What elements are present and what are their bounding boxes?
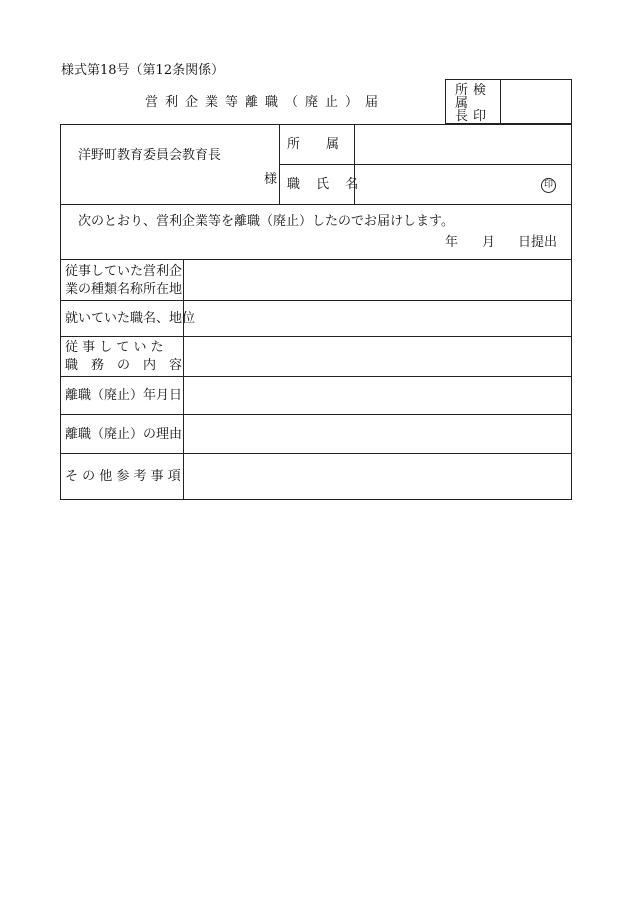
job-name-label: 職 氏 名 xyxy=(287,177,365,192)
stamp-box-divider xyxy=(500,79,501,124)
row-label-company-line1: 従事していた営利企 xyxy=(65,264,183,279)
row-label-reason: 離職（廃止）の理由 xyxy=(65,427,183,442)
row-label-company-line2: 業の種類名称所在地 xyxy=(65,282,183,297)
form-number: 様式第18号（第12条関係） xyxy=(61,63,225,78)
recipient-name: 洋野町教育委員会教育長 xyxy=(78,148,222,163)
row-label-duties-line1: 従 事 し て い た xyxy=(65,340,164,355)
row-label-duties-line2: 職 務 の 内 容 xyxy=(65,358,183,373)
stamp-label-col1-3: 長 xyxy=(455,109,469,124)
row-separator-3 xyxy=(60,376,572,377)
row-label-resignation-date: 離職（廃止）年月日 xyxy=(65,388,183,403)
statement-separator xyxy=(60,204,572,205)
form-title: 営利企業等離職（廃止）届 xyxy=(145,95,386,110)
recipient-honorific: 様 xyxy=(264,172,278,187)
details-column-divider xyxy=(183,259,184,500)
stamp-label-col1-2: 属 xyxy=(455,96,469,111)
seal-mark-icon: 印 xyxy=(541,178,556,193)
row-separator-1 xyxy=(60,300,572,301)
row-separator-2 xyxy=(60,336,572,337)
row-separator-5 xyxy=(60,453,572,454)
date-submitted-label: 日提出 xyxy=(518,235,558,250)
affiliation-label: 所 属 xyxy=(287,137,340,152)
row-label-position: 就いていた職名、地位 xyxy=(65,311,196,326)
date-month-label: 月 xyxy=(482,235,496,250)
stamp-label-col1-1: 所 xyxy=(455,83,469,98)
row-separator-4 xyxy=(60,414,572,415)
stamp-label-col2-1: 検 xyxy=(473,83,487,98)
date-year-label: 年 xyxy=(445,235,459,250)
affiliation-separator xyxy=(279,164,572,165)
statement-text: 次のとおり、営利企業等を離職（廃止）したのでお届けします。 xyxy=(78,214,454,229)
stamp-label-col2-3: 印 xyxy=(473,109,487,124)
row-label-other: そ の 他 参 考 事 項 xyxy=(65,469,181,484)
